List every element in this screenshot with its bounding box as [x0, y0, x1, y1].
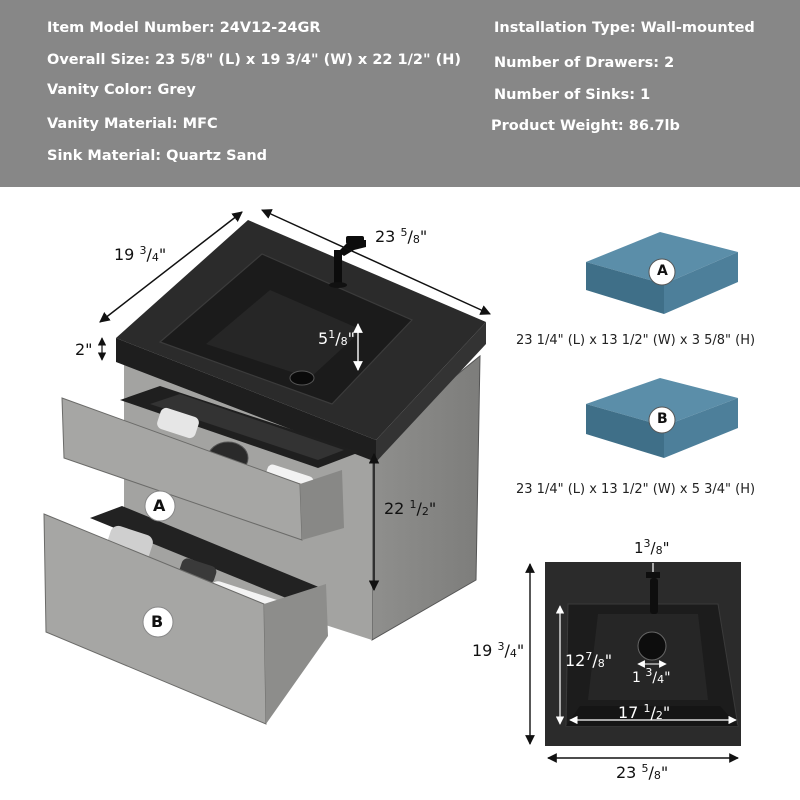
drawer-box-b-label: B [657, 411, 668, 427]
top-depth-label: 19 $^3/_4$" [472, 640, 525, 660]
basin-depth-label: $5^1/_8$" [318, 328, 355, 348]
top-thickness-label: 2" [75, 340, 93, 359]
spec-material: Vanity Material: MFC [47, 116, 218, 132]
spec-sink-material: Sink Material: Quartz Sand [47, 148, 268, 164]
spec-overall-size: Overall Size: 23 5/8" (L) x 19 3/4" (W) x 22 1/2" (H) [47, 52, 462, 68]
basin-width-label: 17 $^1/_2$" [618, 702, 671, 722]
drain-label: 1 $^3/_4$" [632, 666, 671, 686]
top-width-label: 23 $^5/_8$" [616, 762, 669, 782]
drawer-a-caption: 23 1/4" (L) x 13 1/2" (W) x 3 5/8" (H) [516, 333, 756, 348]
spec-model: Item Model Number: 24V12-24GR [47, 20, 321, 36]
drawer-b-side [264, 584, 328, 724]
top-view-drain-icon [638, 632, 666, 660]
spec-installation: Installation Type: Wall-mounted [494, 20, 755, 36]
spec-drawers: Number of Drawers: 2 [494, 55, 675, 71]
drain-icon [290, 371, 314, 385]
drawer-a-label: A [153, 496, 166, 515]
basin-depth-top-label: $12^7/_8$" [565, 650, 613, 670]
drawer-b-label: B [151, 612, 164, 631]
top-view-drawing [530, 562, 741, 758]
spec-color: Vanity Color: Grey [47, 82, 196, 98]
drawer-box-a-label: A [657, 263, 668, 279]
depth-label: 19 $^3/_4$" [114, 244, 167, 264]
spec-sinks: Number of Sinks: 1 [494, 87, 651, 103]
vanity-illustration [44, 210, 490, 724]
spec-weight: Product Weight: 86.7lb [491, 118, 680, 134]
drawer-b-caption: 23 1/4" (L) x 13 1/2" (W) x 5 3/4" (H) [516, 482, 756, 497]
width-label: 23 $^5/_8$" [375, 226, 428, 246]
height-label: 22 $^1/_2$" [384, 498, 437, 518]
faucet-offset-label: $1^3/_8$" [634, 537, 670, 557]
